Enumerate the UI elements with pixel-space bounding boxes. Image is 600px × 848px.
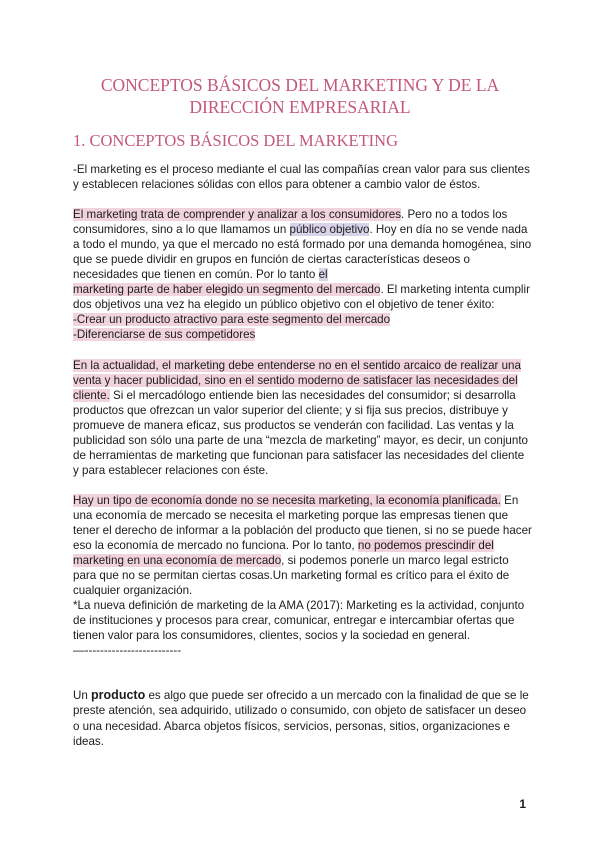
paragraph-4 <box>73 493 533 598</box>
highlight-text: En la actualidad, el marketing debe entenderse no en el sentido arcaico de realizar una venta y hacer publicidad, sino en el sentido moderno de satisfacer las necesidades del cliente. <box>73 358 521 402</box>
highlight-text: -Crear un producto atractivo para este segmento del mercado <box>73 313 391 327</box>
list-item <box>73 327 533 342</box>
highlight-text: no podemos prescindir del marketing en una economía de mercado <box>73 539 494 568</box>
ama-definition: *La nueva definición de marketing de la AMA (2017): Marketing es la actividad, conjunto de instituciones y procesos para crear, comunicar, entregar e intercambiar ofertas que tienen valor para los consumidores, clientes, socios y la sociedad en general. <box>73 599 525 643</box>
highlight-text: -Diferenciarse de sus competidores <box>73 328 256 342</box>
list-item <box>73 312 533 327</box>
section-heading: 1. CONCEPTOS BÁSICOS DEL MARKETING <box>73 131 398 150</box>
document-title <box>60 74 540 118</box>
title-line-2: DIRECCIÓN EMPRESARIAL <box>189 97 411 117</box>
paragraph-5 <box>73 688 533 748</box>
text-span: . El marketing intenta cumplir dos objetivos una vez ha elegido un público objetivo con el objetivo de tener éxito: <box>73 283 530 312</box>
highlight-text: Hay un tipo de economía donde no se necesita marketing, la economía planificada. <box>73 493 501 507</box>
text-span: . Pero no a todos los consumidores, sino a lo que llamamos un <box>73 208 508 237</box>
text-span: Si el mercadólogo entiende bien las necesidades del consumidor; si desarrolla productos que ofrezcan un valor superior del cliente; y si fija sus precios, distribuye y promueve de manera eficaz, sus productos se venderán con facilidad. Las ventas y la publicidad son sólo una parte de una “mezcla de marketing” mayor, es decir, un conjunto de herramientas de marketing que funcionan para satisfacer las necesidades del cliente y para establecer relaciones con éste. <box>73 388 528 477</box>
bold-term: producto <box>91 688 146 703</box>
text-span: En una economía de mercado se necesita el marketing porque las empresas tienen que tener el derecho de informar a la población del producto que tienen, si no se puede hacer eso la economía de mercado no funciona. Por lo tanto, <box>73 493 532 553</box>
highlight-text: el <box>318 268 328 282</box>
paragraph-2 <box>73 207 533 312</box>
highlight-text: público objetivo <box>289 223 370 237</box>
page-number: 1 <box>519 797 526 811</box>
text-span: , si podemos ponerle un marco legal estricto para que no se permitan ciertas cosas.Un marketing formal es crítico para el éxito de cualquier organización. <box>73 554 510 598</box>
divider-line: —------------------------- <box>73 644 182 658</box>
body-text <box>73 162 533 749</box>
paragraph-1: -El marketing es el proceso mediante el cual las compañías crean valor para sus clientes y establecen relaciones sólidas con ellos para obtener a cambio valor de éstos. <box>73 163 530 192</box>
text-span: Un <box>73 689 92 703</box>
highlight-text: marketing parte de haber elegido un segmento del mercado <box>73 283 381 297</box>
paragraph-3 <box>73 358 533 478</box>
text-span: es algo que puede ser ofrecido a un mercado con la finalidad de que se le preste atención, sea adquirido, utilizado o consumido, con objeto de satisfacer un deseo o una necesidad. Abarca objetos físicos, servicios, personas, sitios, organizaciones e ideas. <box>73 689 529 748</box>
text-span: . Hoy en día no se vende nada a todo el mundo, ya que el mercado no está formado por una demanda homogénea, sino que se puede dividir en grupos en función de ciertas características deseos o necesidades que tienen en común. Por lo tanto <box>73 223 532 282</box>
highlight-text: El marketing trata de comprender y analizar a los consumidores <box>73 208 401 222</box>
title-line-1: CONCEPTOS BÁSICOS DEL MARKETING Y DE LA <box>100 75 500 95</box>
